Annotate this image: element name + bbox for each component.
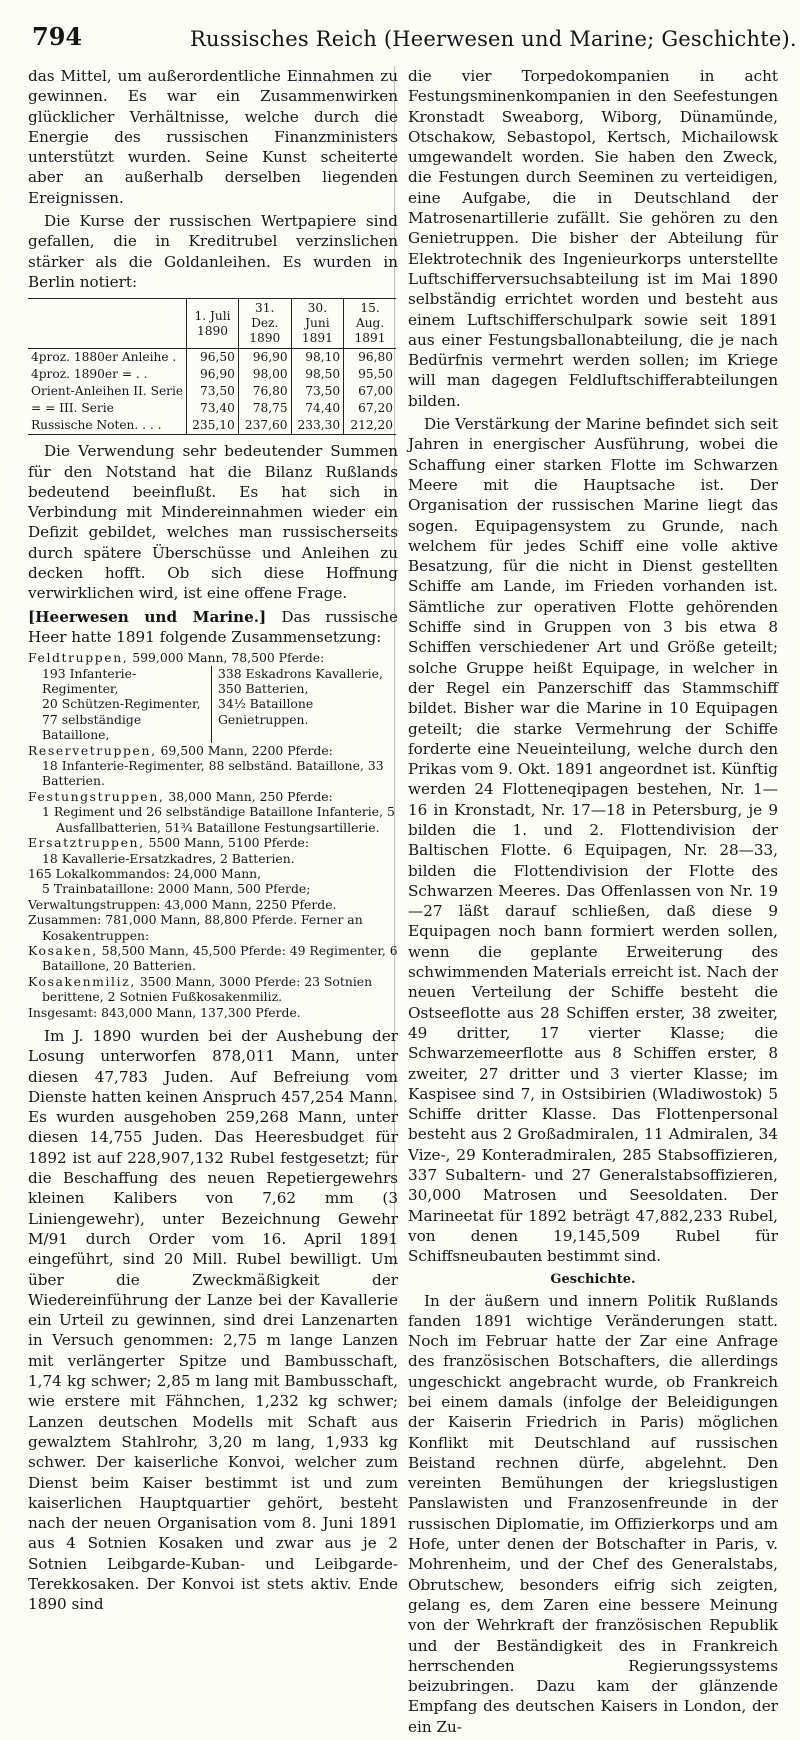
- paragraph-right-3: In der äußern und innern Politik Rußlands fanden 1891 wichtige Veränderungen statt. Noch im Februar hatte der Zar eine Anfrage des französischen Botschafters, die allerdings ungeschickt angebracht wurde, ob Frankreich bei einem damals (infolge der Beleidigungen der Kaiserin Friedrich in Paris) möglichen Konflikt mit Deutschland auf russischen Beistand rechnen dürfe, abgelehnt. Den vereinten Bemühungen der kriegslustigen Panslawisten und Franzosenfreunde in der russischen Diplomatie, im Offizierkorps und am Hofe, unter denen der Botschafter in Paris, v. Mohrenheim, und der Chef des Generalstabs, Obrutschew, besonders eifrig sich zeigten, gelang es, dem Zaren eine bessere Meinung von der Wehrkraft der französischen Republik und der Beständigkeit des in Frankreich herrschenden Regierungssystems beizubringen. Dazu kam der glänzende Empfang des deutschen Kaisers in London, der ein Zu-: [408, 1291, 778, 1736]
- list-item: 338 Eskadrons Kavallerie,: [217, 665, 383, 681]
- army-group-label: Kosaken,: [28, 942, 98, 958]
- army-line: [28, 650, 398, 665]
- list-item: 20 Schützen-Regimenter,: [42, 696, 201, 712]
- table-row: [28, 366, 396, 383]
- table-cell: 96,90: [238, 349, 291, 367]
- army-group-label: Reservetruppen,: [28, 742, 157, 758]
- troops-left-list: [28, 666, 212, 743]
- row-label: = = III. Serie: [31, 401, 114, 416]
- army-group-label: Kosakenmiliz,: [28, 973, 136, 989]
- troops-grid: [28, 666, 398, 743]
- row-label: 4proz. 1890er = . .: [31, 367, 148, 382]
- army-line: 18 Infanterie-Regimenter, 88 selbständ. Bataillone, 33 Batterien.: [42, 758, 384, 789]
- table-row: [28, 400, 396, 417]
- army-group-label: Ersatztruppen,: [28, 835, 145, 851]
- paragraph-right-2: Die Verstärkung der Marine befindet sich seit Jahren in energischer Ausführung, wobei die Schaffung einer starken Flotte im Schwarzen Meere mit die Hauptsache ist. Der Organisation der russischen Marine liegt das sogen. Equipagensystem zu Grunde, nach welchem für jedes Schiff eine volle aktive Besatzung, für die nicht in Dienst gestellten Schiffe am Lande, im Frieden vorhanden ist. Sämtliche zur operativen Flotte gehörenden Schiffe sind in Gruppen von 3 bis etwa 8 Schiffen verschiedener Art und Größe geteilt; solche Gruppe heißt Equipage, in welcher in der Regel ein Panzerschiff das Stammschiff bildet. Bisher war die Marine in 10 Equipagen geteilt; die starke Vermehrung der Schiffe forderte eine Neueinteilung, welche durch den Prikas vom 9. Okt. 1891 angeordnet ist. Künftig werden 24 Flotteneqipagen bestehen, Nr. 1—16 in Kronstadt, Nr. 17—18 in Petersburg, je 9 bilden die 1. und 2. Flottendivision der Baltischen Flotte. 6 Equipagen, Nr. 28—33, bilden die Flottendivision der Flotte des Schwarzen Meeres. Das Offenlassen von Nr. 19—27 läßt darauf schließen, daß diese 9 Equipagen noch bann formiert werden sollen, wenn die geplante Erweiterung des schwimmenden Materials erreicht ist. Nach der neuen Verteilung der Schiffe besteht die Ostseeflotte aus 28 Schiffen erster, 38 zweiter, 49 dritter, 17 vierter Klasse; die Schwarzemeerflotte aus 8 Schiffen erster, 8 zweiter, 27 dritter und 3 vierter Klasse; im Kaspisee sind 7, in Ostsibirien (Wladiwostok) 5 Schiffe dritter Klasse. Das Flottenpersonal besteht aus 2 Großadmiralen, 11 Admiralen, 34 Vize-, 29 Konteradmiralen, 285 Stabsoffizieren, 337 Subaltern- und 27 Generalstabsoffizieren, 30,000 Matrosen und Seesoldaten. Der Marineetat für 1892 beträgt 47,882,233 Rubel, von denen 19,145,509 Rubel für Schiffsneubauten bestimmt sind.: [408, 415, 778, 1266]
- table-cell: 98,50: [291, 366, 344, 383]
- army-composition: [28, 650, 398, 1020]
- table-cell: 78,75: [238, 400, 291, 417]
- army-line: Insgesamt: 843,000 Mann, 137,300 Pferde.: [28, 1004, 301, 1020]
- table-cell: 67,00: [344, 383, 396, 400]
- list-item: 77 selbständige Bataillone,: [42, 711, 142, 743]
- army-line: 165 Lokalkommandos: 24,000 Mann,: [28, 865, 262, 881]
- table-cell: 73,50: [291, 383, 344, 400]
- army-line: Zusammen: 781,000 Mann, 88,800 Pferde. Ferner an Kosakentruppen:: [28, 912, 363, 943]
- paragraph-right-1: die vier Torpedokompanien in acht Festungsminenkompanien in den Seefestungen Kronstadt Sweaborg, Wiborg, Dünamünde, Otschakow, Sebastopol, Kertsch, Michailowsk umgewandelt worden. Sie haben den Zweck, die Festungen durch Seeminen zu verteidigen, eine Aufgabe, die in Deutschland der Matrosenartillerie zufällt. Sie gehören zu den Genietruppen. Die bisher der Abteilung für Elektrotechnik des Ingenieurkorps unterstellte Luftschifferversuchsabteilung ist im Mai 1890 selbständig errichtet worden und besteht aus einem Luftschifferschulpark sowie seit 1891 aus einer Festungsballonabteilung, die je nach Bedürfnis vermehrt werden sollen; im Kriege will man dagegen Feldluftschifferabteilungen bilden.: [408, 67, 778, 410]
- paragraph-left-5: Im J. 1890 wurden bei der Aushebung der Losung unterworfen 878,011 Mann, unter diesen 47,783 Juden. Auf Befreiung vom Dienste hatten keinen Anspruch 457,254 Mann. Es wurden ausgehoben 259,268 Mann, unter diesen 14,755 Juden. Das Heeresbudget für 1892 ist auf 228,907,132 Rubel festgesetzt; für die Beschaffung des neuen Repetiergewehrs kleinen Kalibers von 7,62 mm (3 Liniengewehr), unter Bezeichnung Gewehr M/91 durch Order vom 16. April 1891 eingeführt, sind 20 Mill. Rubel bewilligt. Um über die Zweckmäßigkeit der Wiedereinführung der Lanze bei der Kavallerie ein Urteil zu gewinnen, sind drei Lanzenarten in Versuch genommen: 2,75 m lange Lanzen mit verlängerter Spitze und Bambusschaft, 1,74 kg schwer; 2,85 m lang mit Bambusschaft, wie erstere mit Fähnchen, 1,232 kg schwer; Lanzen deutschen Modells mit Schaft aus gewalztem Stahlrohr, 3,20 m lang, 1,933 kg schwer. Der kaiserliche Konvoi, welcher zum Dienst beim Kaiser bestimmt ist und zum kaiserlichen Hauptquartier gehört, besteht nach der neuen Organisation vom 8. Juni 1891 aus 4 Sotnien Kosaken und zwar aus je 2 Sotnien Leibgarde-Kuban- und Leibgarde-Terekkosaken. Der Konvoi ist stets aktiv. Ende 1890 sind: [28, 1026, 398, 1614]
- table-header-cell: 1. Juli 1890: [187, 299, 239, 349]
- table-row: [28, 349, 396, 367]
- page-number: 794: [32, 22, 83, 51]
- paragraph-left-2: Die Kurse der russischen Wertpapiere sind gefallen, die in Kreditrubel verzinslichen stärker als die Goldanleihen. Es wurden in Berlin notiert:: [28, 212, 398, 291]
- table-cell: 98,10: [291, 349, 344, 367]
- army-line: [28, 943, 398, 974]
- table-header-cell: [28, 299, 187, 349]
- army-group-text: 3500 Mann, 3000 Pferde: 23 Sotnien berittene, 2 Sotnien Fußkosakenmiliz.: [42, 973, 373, 1005]
- army-line: [28, 974, 398, 1005]
- army-group-text: 58,500 Mann, 45,500 Pferde: 49 Regimenter, 6 Bataillone, 20 Batterien.: [42, 942, 398, 974]
- army-line: Verwaltungstruppen: 43,000 Mann, 2250 Pferde.: [28, 896, 337, 912]
- row-label: 4proz. 1880er Anleihe .: [31, 350, 177, 365]
- table-row: [28, 417, 396, 435]
- table-cell: 96,80: [344, 349, 396, 367]
- paragraph-text: Das russische Heer hatte 1891 folgende Zusammensetzung:: [28, 607, 398, 646]
- section-heading-heerwesen: [Heerwesen und Marine.]: [28, 607, 267, 626]
- table-cell: 233,30: [291, 417, 344, 435]
- army-line: 18 Kavallerie-Ersatzkadres, 2 Batterien.: [42, 850, 295, 866]
- table-cell: 96,50: [187, 349, 239, 367]
- table-header-cell: 30. Juni 1891: [291, 299, 344, 349]
- left-column: [28, 66, 398, 1618]
- army-line: [28, 835, 398, 850]
- table-header-cell: 31. Dez. 1890: [238, 299, 291, 349]
- row-label: Russische Noten. . . .: [28, 417, 187, 435]
- table-cell: 76,80: [238, 383, 291, 400]
- table-row: [28, 383, 396, 400]
- army-group-text: 38,000 Mann, 250 Pferde:: [164, 788, 333, 804]
- list-item: 350 Batterien,: [217, 681, 309, 697]
- table-cell: 96,90: [187, 366, 239, 383]
- table-cell: 235,10: [187, 417, 239, 435]
- troops-right-list: [212, 666, 398, 743]
- army-line: [28, 743, 398, 758]
- table-cell: 212,20: [344, 417, 396, 435]
- table-cell: 95,50: [344, 366, 396, 383]
- table-header-cell: 15. Aug. 1891: [344, 299, 396, 349]
- paragraph-left-3: Die Verwendung sehr bedeutender Summen für den Notstand hat die Bilanz Rußlands bedeutend beeinflußt. Es hat sich in Verbindung mit Mindereinnahmen wieder ein Defizit gebildet, welches man russischerseits durch spätere Überschüsse und Anleihen zu decken hofft. Ob sich diese Hoffnung verwirklichen wird, ist eine offene Frage.: [28, 442, 398, 603]
- army-group-text: 69,500 Mann, 2200 Pferde:: [156, 742, 333, 758]
- table-cell: 73,50: [187, 383, 239, 400]
- army-group-label: Feldtruppen,: [28, 650, 129, 666]
- section-heading-geschichte: Geschichte.: [550, 1271, 636, 1287]
- table-cell: 67,20: [344, 400, 396, 417]
- row-label: Orient-Anleihen II. Serie: [31, 384, 184, 399]
- list-item: 193 Infanterie-Regimenter,: [42, 665, 137, 697]
- page-header: [0, 0, 800, 58]
- paragraph-left-4: [28, 607, 398, 648]
- army-group-text: 599,000 Mann, 78,500 Pferde:: [128, 650, 325, 666]
- table-header-row: [28, 299, 396, 349]
- list-item: 34½ Bataillone Genietruppen.: [217, 696, 314, 727]
- army-group-label: Festungstruppen,: [28, 788, 165, 804]
- army-group-text: 5500 Mann, 5100 Pferde:: [144, 835, 310, 851]
- right-column: [408, 66, 778, 1740]
- army-line: [28, 789, 398, 804]
- table-cell: 73,40: [187, 400, 239, 417]
- paragraph-left-1: das Mittel, um außerordentliche Einnahmen zu gewinnen. Es war ein Zusammenwirken glücklicher Verhältnisse, welche durch die Energie des russischen Finanzministers unterstützt wurden. Seine Kunst scheiterte aber an außerhalb derselben liegenden Ereignissen.: [28, 67, 398, 207]
- table-cell: 98,00: [238, 366, 291, 383]
- army-line: 1 Regiment und 26 selbständige Bataillone Infanterie, 5 Ausfallbatterien, 51¾ Bataillone Festungsartillerie.: [42, 804, 395, 835]
- table-cell: 237,60: [238, 417, 291, 435]
- running-head: Russisches Reich (Heerwesen und Marine; Geschichte).: [190, 27, 797, 51]
- army-line: 5 Trainbataillone: 2000 Mann, 500 Pferde;: [42, 881, 311, 897]
- table-cell: 74,40: [291, 400, 344, 417]
- exchange-rates-table: [28, 298, 396, 435]
